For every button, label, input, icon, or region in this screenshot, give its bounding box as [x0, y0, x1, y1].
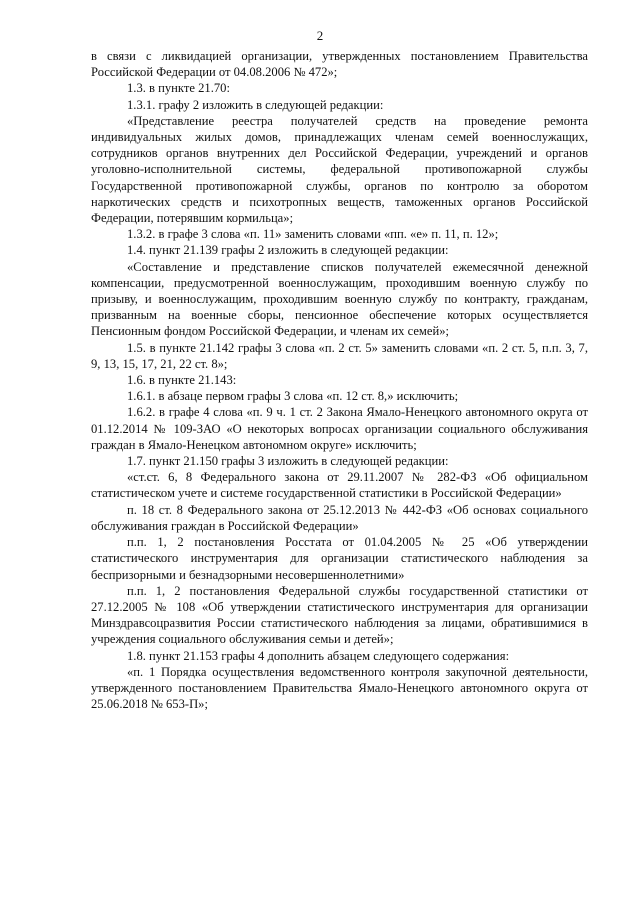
paragraph: «п. 1 Порядка осуществления ведомственного контроля закупочной деятельности, утвержденного постановлением Правительства Ямало-Ненецкого автономного округа от 25.06.2018 № 653-П»;: [91, 664, 588, 712]
paragraph: 1.3.2. в графе 3 слова «п. 11» заменить словами «пп. «е» п. 11, п. 12»;: [127, 227, 499, 242]
paragraph: п.п. 1, 2 постановления Федеральной службы государственной статистики от 27.12.2005 № 108 «Об утверждении статистического инструментария для организации Минздравсоцразвития России статистического наблюдения за лицами, обратившимися в учреждения социального обслуживания семьи и детей»;: [91, 583, 588, 647]
paragraph: п.п. 1, 2 постановления Росстата от 01.04.2005 № 25 «Об утверждении статистического инструментария для организации статистического наблюдения за беспризорными и безнадзорными несовершеннолетними»: [91, 535, 588, 582]
paragraph: 1.6.2. в графе 4 слова «п. 9 ч. 1 ст. 2 Закона Ямало-Ненецкого автономного округа от 01.12.2014 № 109-ЗАО «О некоторых вопросах организации социального обслуживания граждан в Ямало-Ненецком автономном округе» исключить;: [91, 405, 588, 452]
paragraph: 1.3.1. графу 2 изложить в следующей редакции:: [127, 97, 384, 112]
page-number: 2: [316, 28, 324, 43]
paragraph: «Представление реестра получателей средств на проведение ремонта индивидуальных жилых домов, принадлежащих членам семей военнослужащих, сотрудников органов внутренних дел Российской Федерации, учреждений и органов уголовно-исполнительной системы, федеральной противопожарной службы Государственной противопожарной службы, органов по контролю за оборотом наркотических средств и психотропных веществ, таможенных органов Российской Федерации, потерявшим кормильца»;: [91, 113, 588, 226]
document-body: [91, 48, 588, 712]
paragraph: 1.8. пункт 21.153 графы 4 дополнить абзацем следующего содержания:: [127, 648, 510, 663]
paragraph: «ст.ст. 6, 8 Федерального закона от 29.11.2007 № 282-ФЗ «Об официальном статистическом учете и системе государственной статистики в Российской Федерации»: [91, 470, 588, 501]
paragraph: 1.7. пункт 21.150 графы 3 изложить в следующей редакции:: [127, 454, 449, 469]
paragraph: 1.5. в пункте 21.142 графы 3 слова «п. 2 ст. 5» заменить словами «п. 2 ст. 5, п.п. 3, 7, 9, 13, 15, 17, 21, 22 ст. 8»;: [91, 340, 588, 371]
paragraph: «Составление и представление списков получателей ежемесячной денежной компенсации, предусмотренной военнослужащим, проходившим военную службу по призыву, и военнослужащим, проходившим военную службу по контракту, гражданам, призванным на военные сборы, пенсионное обеспечение которых осуществляется Пенсионным фондом Российской Федерации, и членам их семей»;: [91, 259, 588, 339]
paragraph: 1.6. в пункте 21.143:: [127, 373, 237, 388]
paragraph: п. 18 ст. 8 Федерального закона от 25.12.2013 № 442-ФЗ «Об основах социального обслуживания граждан в Российской Федерации»: [91, 502, 588, 533]
paragraph: 1.6.1. в абзаце первом графы 3 слова «п. 12 ст. 8,» исключить;: [127, 389, 459, 404]
paragraph: 1.4. пункт 21.139 графы 2 изложить в следующей редакции:: [127, 243, 449, 258]
paragraph: в связи с ликвидацией организации, утвержденных постановлением Правительства Российской Федерации от 04.08.2006 № 472»;: [91, 49, 588, 80]
paragraph: 1.3. в пункте 21.70:: [127, 81, 230, 96]
